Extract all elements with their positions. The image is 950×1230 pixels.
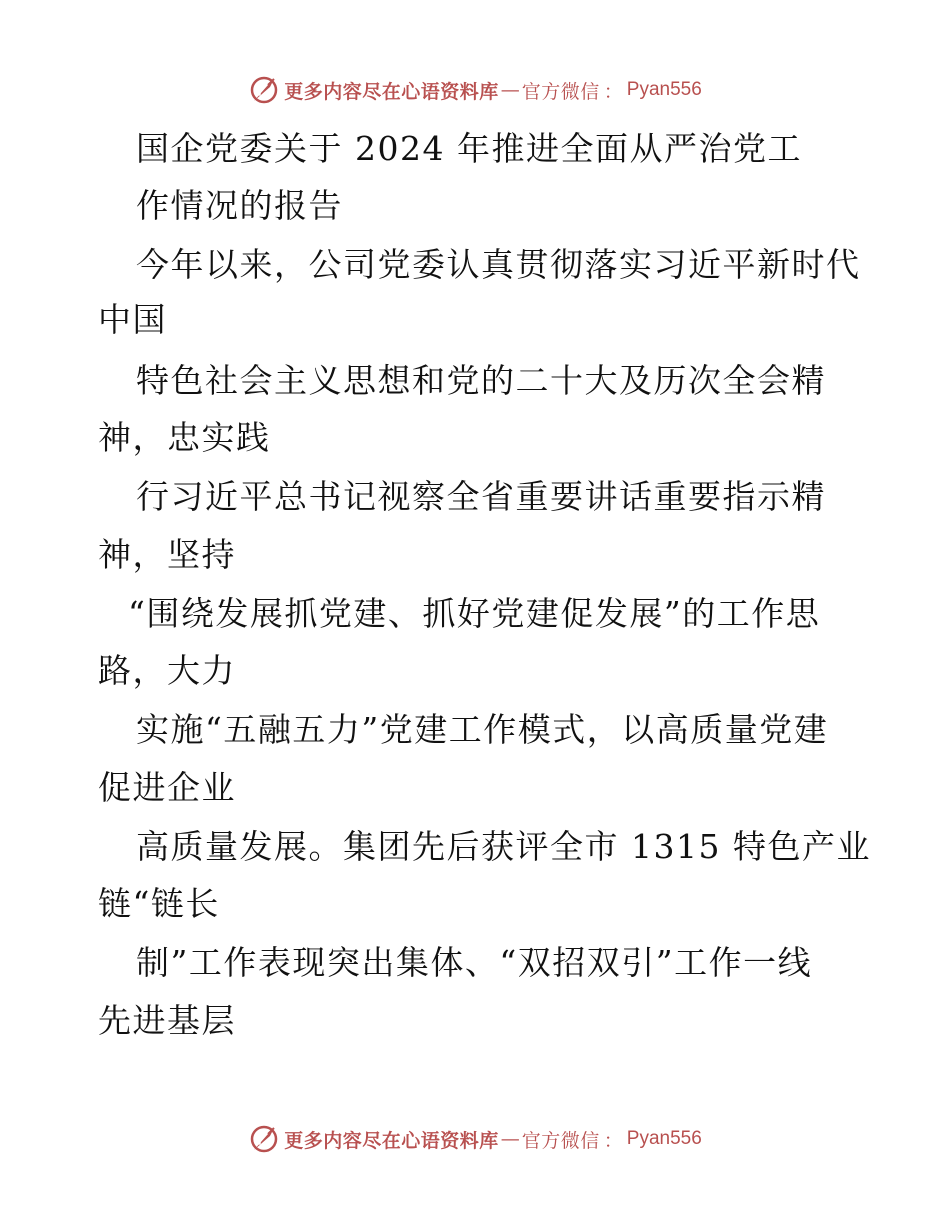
watermark-brand-text: 更多内容尽在心语资料库 <box>284 1129 499 1152</box>
watermark-dash: — <box>500 79 520 101</box>
watermark-brand-text: 更多内容尽在心语资料库 <box>284 80 499 103</box>
watermark-colon: ： <box>603 1129 623 1152</box>
doc-text-line: 神，坚持 <box>98 535 236 574</box>
doc-title-line-2: 作情况的报告 <box>136 186 343 225</box>
watermark-wechat-label: 官方微信 <box>521 80 600 103</box>
doc-text-line: 中国 <box>98 300 167 339</box>
doc-text-line: 路，大力 <box>98 651 236 690</box>
doc-text-line: 实施“五融五力”党建工作模式，以高质量党建 <box>136 710 829 749</box>
watermark-wechat-label: 官方微信 <box>521 1129 600 1152</box>
doc-text-line: 特色社会主义思想和党的二十大及历次全会精 <box>136 361 826 400</box>
doc-text-line: 行习近平总书记视察全省重要讲话重要指示精 <box>136 477 826 516</box>
watermark-wechat-id: Pyan556 <box>626 1128 702 1149</box>
header-watermark <box>0 70 950 110</box>
footer-watermark <box>0 1119 950 1159</box>
doc-text-line: 链“链长 <box>98 884 220 923</box>
doc-title-line-1: 国企党委关于 2024 年推进全面从严治党工 <box>136 129 802 168</box>
watermark-wechat-id: Pyan556 <box>626 79 702 100</box>
doc-text-line: 制”工作表现突出集体、“双招双引”工作一线 <box>136 943 813 982</box>
doc-text-line: 神，忠实践 <box>98 418 271 457</box>
quill-logo-icon <box>248 1123 280 1155</box>
watermark-colon: ： <box>603 80 623 103</box>
quill-logo-icon <box>248 74 280 106</box>
doc-text-line: “围绕发展抓党建、抓好党建促发展”的工作思 <box>128 594 821 633</box>
doc-text-line: 先进基层 <box>98 1001 236 1040</box>
watermark-dash: — <box>500 1128 520 1150</box>
doc-text-line: 今年以来，公司党委认真贯彻落实习近平新时代 <box>136 245 861 284</box>
doc-text-line: 促进企业 <box>98 768 236 807</box>
doc-text-line: 高质量发展。集团先后获评全市 1315 特色产业 <box>136 827 871 866</box>
